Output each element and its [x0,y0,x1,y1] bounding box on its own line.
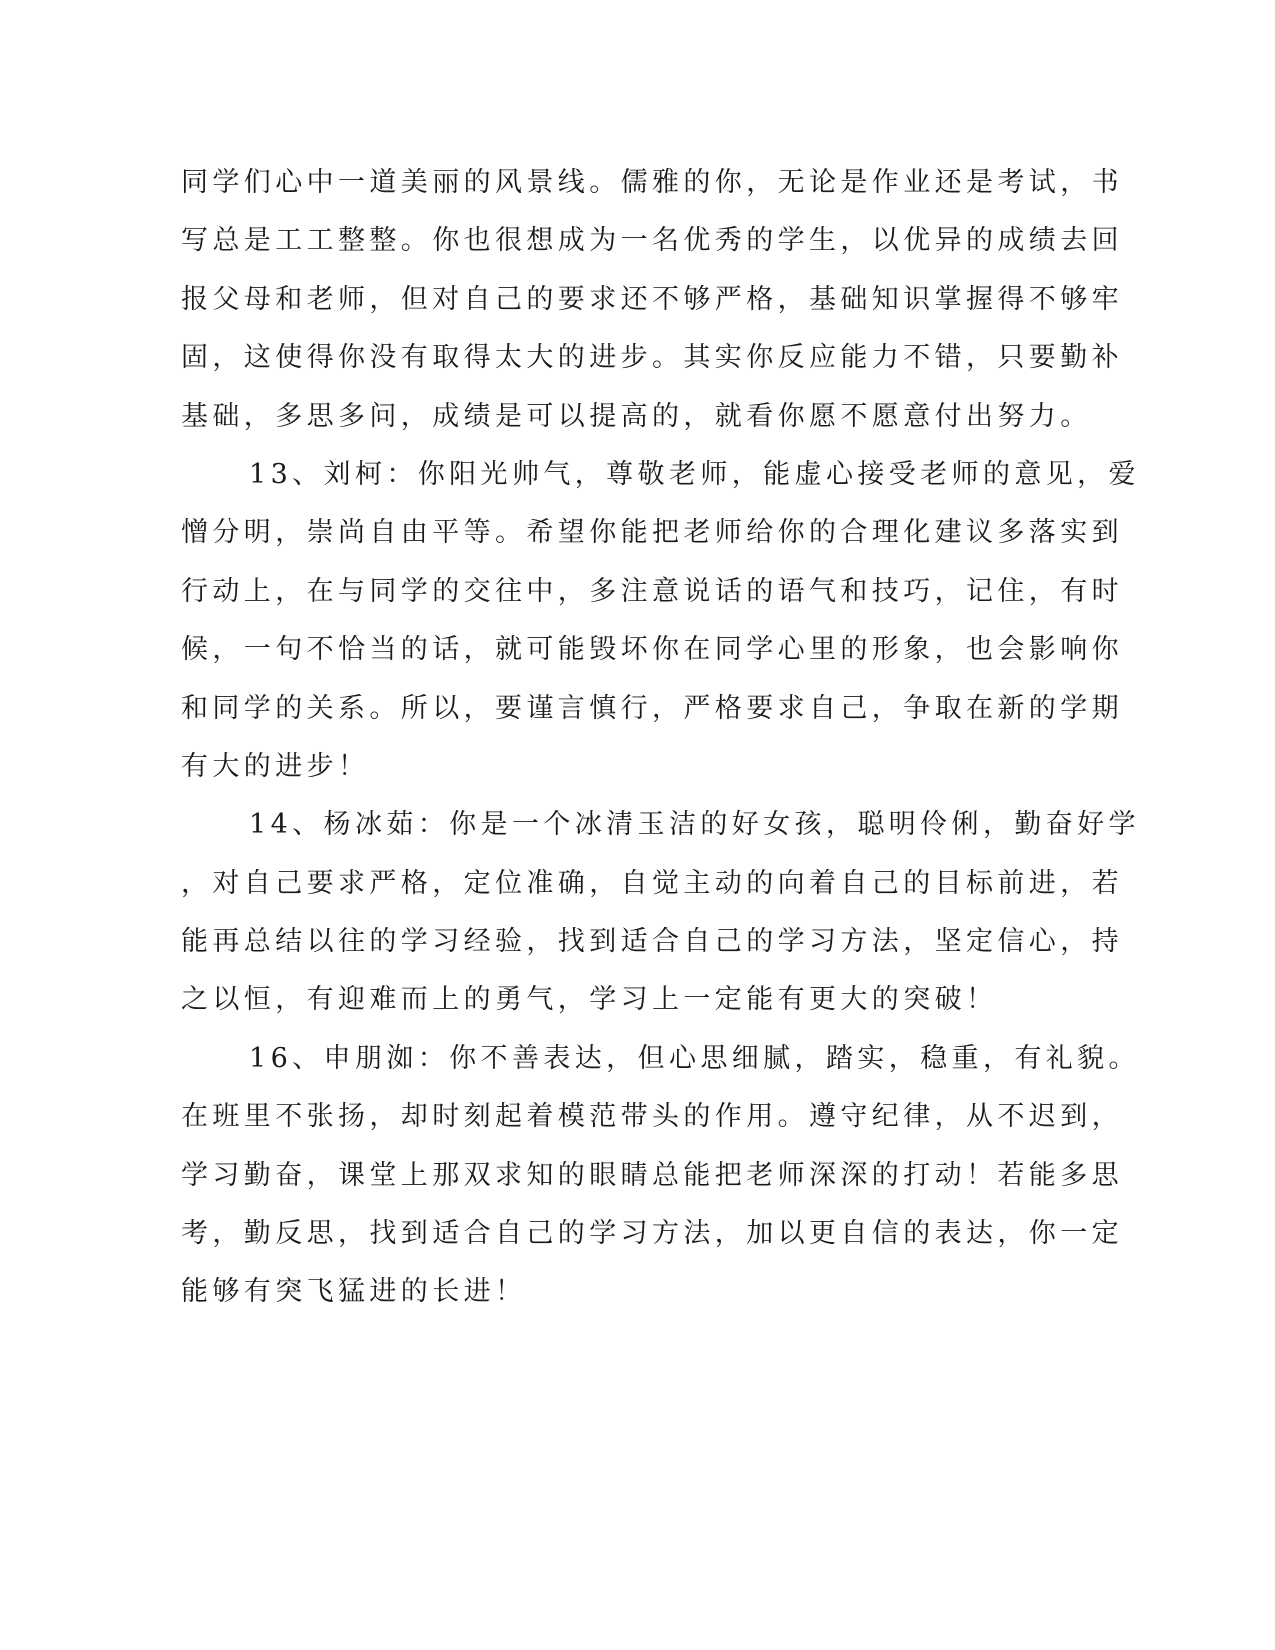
text-line: 13、刘柯：你阳光帅气，尊敬老师，能虚心接受老师的意见，爱 [249,458,1140,490]
text-line: 在班里不张扬，却时刻起着模范带头的作用。遵守纪律，从不迟到， [181,1101,1123,1133]
text-line: 之以恒，有迎难而上的勇气，学习上一定能有更大的突破！ [181,984,998,1016]
text-line: 行动上，在与同学的交往中，多注意说话的语气和技巧，记住，有时 [181,575,1123,607]
paragraph-14 [181,796,1140,1030]
text-line: 14、杨冰茹：你是一个冰清玉洁的好女孩，聪明伶俐，勤奋好学 [249,809,1140,841]
text-line: 基础，多思多问，成绩是可以提高的，就看你愿不愿意付出努力。 [181,400,1092,432]
text-line: 报父母和老师，但对自己的要求还不够严格，基础知识掌握得不够牢 [181,283,1123,315]
text-line: 候，一句不恰当的话，就可能毁坏你在同学心里的形象，也会影响你 [181,634,1123,666]
paragraph-16 [181,1030,1140,1322]
text-line: 憎分明，崇尚自由平等。希望你能把老师给你的合理化建议多落实到 [181,517,1123,549]
text-line: 能再总结以往的学习经验，找到适合自己的学习方法，坚定信心，持 [181,926,1123,958]
text-line: 考，勤反思，找到适合自己的学习方法，加以更自信的表达，你一定 [181,1218,1123,1250]
paragraph-13 [181,446,1140,796]
text-line: 固，这使得你没有取得太大的进步。其实你反应能力不错，只要勤补 [181,342,1123,374]
text-line: ，对自己要求严格，定位准确，自觉主动的向着自己的目标前进，若 [181,867,1123,899]
text-line: 有大的进步！ [181,750,370,782]
text-line: 学习勤奋，课堂上那双求知的眼睛总能把老师深深的打动！若能多思 [181,1159,1123,1191]
text-line: 写总是工工整整。你也很想成为一名优秀的学生，以优异的成绩去回 [181,225,1123,257]
text-line: 能够有突飞猛进的长进！ [181,1276,527,1308]
document-body [181,154,1140,1322]
text-line: 16、申朋洳：你不善表达，但心思细腻，踏实，稳重，有礼貌。 [249,1042,1140,1074]
text-line: 和同学的关系。所以，要谨言慎行，严格要求自己，争取在新的学期 [181,692,1123,724]
text-line: 同学们心中一道美丽的风景线。儒雅的你，无论是作业还是考试，书 [181,167,1123,198]
paragraph-continued [181,154,1123,446]
